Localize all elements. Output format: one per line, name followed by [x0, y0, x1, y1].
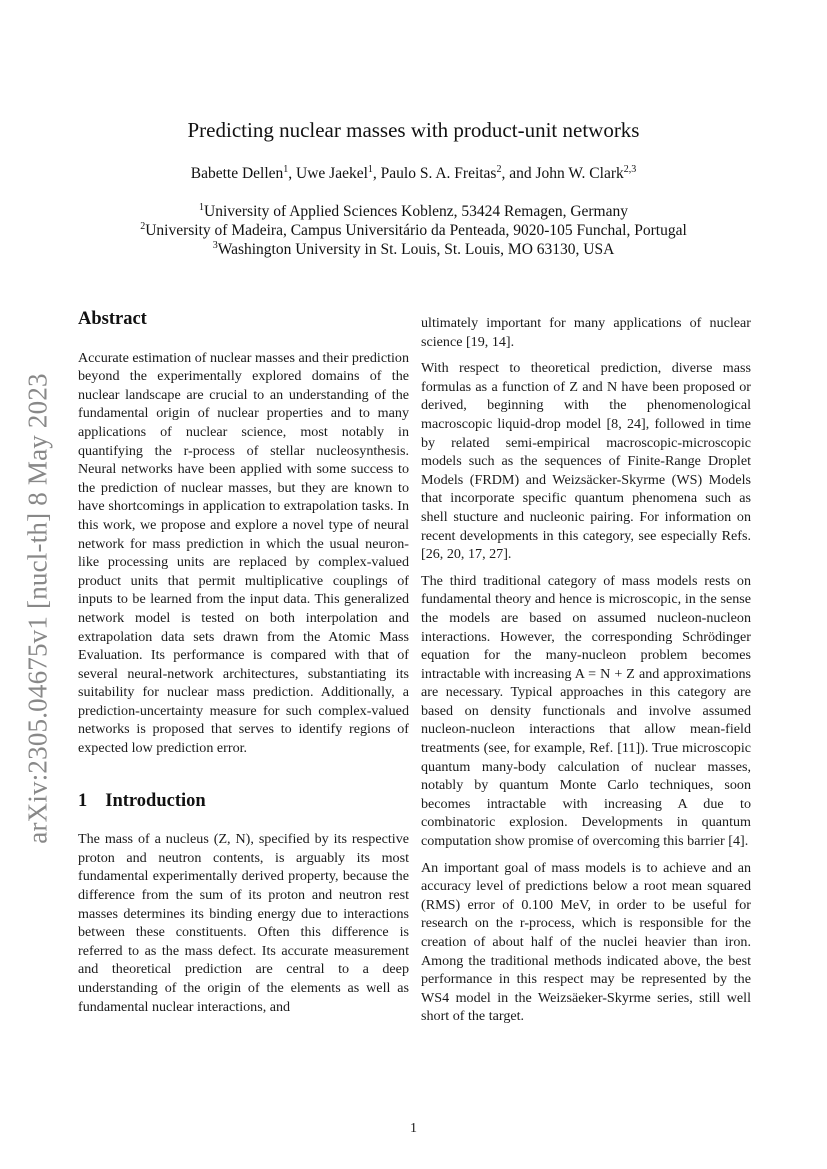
affiliation-text: Washington University in St. Louis, St. Louis, MO 63130, USA	[217, 241, 615, 258]
affiliation-line	[0, 221, 827, 240]
affiliation-list	[0, 202, 827, 259]
section-title: Introduction	[105, 790, 206, 811]
page-number: 1	[410, 1121, 417, 1136]
author-name: and John W. Clark	[509, 165, 624, 182]
affiliation-marker: 3	[212, 239, 218, 251]
affiliation-text: University of Applied Sciences Koblenz, 53424 Remagen, Germany	[204, 203, 628, 220]
author-name: Paulo S. A. Freitas	[380, 165, 497, 182]
affiliation-marker: 2	[140, 220, 146, 232]
author-affiliation-marker: 1	[367, 163, 373, 175]
left-column	[78, 310, 409, 1024]
introduction-heading	[78, 792, 409, 811]
author-affiliation-marker: 1	[283, 163, 289, 175]
author-affiliation-marker: 2	[496, 163, 502, 175]
introduction-paragraph: The mass of a nucleus (Z, N), specified by its respective proton and neutron contents, is arguably its most fundamental experimentally derived property, because the difference from the sum of its proton and neutron rest masses determines its binding energy due to interactions between these constituents. Often this difference is referred to as the mass defect. Its accurate measurement and theoretical prediction are central to a deep understanding of the origin of the elements as well as fundamental nuclear interactions, and	[78, 831, 409, 1015]
affiliation-text: University of Madeira, Campus Universitário da Penteada, 9020-105 Funchal, Portugal	[145, 222, 687, 239]
author-list: Babette Dellen$^1$, Uwe Jaekel$^1$, Paulo S. A. Freitas$^2$, and John W. Clark$^{2,3}$	[190, 163, 637, 182]
arxiv-identifier-stamp	[23, 360, 53, 856]
body-paragraph: With respect to theoretical prediction, diverse mass formulas as a function of Z and N have been proposed or derived, beginning with the phenomenological macroscopic liquid-drop model [8, 24], followed in time by related semi-empirical macroscopic-microscopic models such as the sequences of Finite-Range Droplet Models (FRDM) and Weizsäcker-Skyrme (WS) Models that incorporate specific quantum phenomena such as shell stucture and nucleonic pairing. For information on recent developments in this category, see especially Refs. [26, 20, 17, 27].	[421, 360, 751, 563]
author-name: Uwe Jaekel	[296, 165, 368, 182]
affiliation-line	[0, 202, 827, 221]
abstract-text: Accurate estimation of nuclear masses and their prediction beyond the experimentally explored domains of the nuclear landscape are crucial to an understanding of the fundamental origin of nuclear properties and to many applications of nuclear science, most notably in quantifying the r-process of stellar nucleosynthesis. Neural networks have been applied with some success to the prediction of nuclear masses, but they are known to have shortcomings in application to extrapolation tasks. In this work, we propose and explore a novel type of neural network for mass prediction in which the usual neuron-like processing units are replaced by complex-valued product units that permit multiplicative couplings of inputs to be learned from the input data. This generalized network model is tested on both interpolation and extrapolation data sets drawn from the Atomic Mass Evaluation. Its performance is compared with that of several neural-network architectures, substantiating its suitability for nuclear mass prediction. Additionally, a prediction-uncertainty measure for such complex-valued networks is proposed that serves to identify regions of expected low prediction error.	[78, 349, 409, 757]
paper-title: Predicting nuclear masses with product-unit networks	[187, 118, 640, 142]
body-paragraph: ultimately important for many applications of nuclear science [19, 14].	[421, 315, 751, 350]
author-name: Babette Dellen	[190, 165, 284, 182]
section-spacer	[78, 766, 409, 792]
author-affiliation-marker: 2,3	[623, 163, 637, 175]
body-paragraph: An important goal of mass models is to achieve and an accuracy level of predictions below a root mean squared (RMS) error of 0.100 MeV, in order to be useful for research on the r-process, which is responsible for the creation of about half of the nuclei heavier than iron. Among the traditional methods indicated above, the best performance in this respect may be represented by the WS4 model in the Weizsäeker-Skyrme series, still well short of the target.	[421, 859, 751, 1025]
affiliation-marker: 1	[199, 201, 204, 213]
arxiv-identifier-text: arXiv:2305.04675v1 [nucl-th] 8 May 2023	[22, 372, 53, 844]
affiliation-line	[0, 240, 827, 259]
section-number: 1	[78, 790, 88, 811]
abstract-heading: Abstract	[78, 309, 147, 329]
right-column	[421, 314, 751, 1034]
body-paragraph: The third traditional category of mass models rests on fundamental theory and hence is microscopic, in the sense the models are based on assumed nucleon-nucleon interactions. However, the corresponding Schrödinger equation for the many-nucleon problem becomes intractable with increasing A = N + Z and approximations are necessary. Typical approaches in this category are based on density functionals and involve assumed nucleon-nucleon interactions that allow mean-field treatments (see, for example, Ref. [11]). True microscopic quantum many-body calculation of nuclear masses, notably by quantum Monte Carlo techniques, soon becomes intractable with increasing A due to combinatoric explosion. Developments in quantum computation show promise of overcoming this barrier [4].	[421, 572, 751, 850]
